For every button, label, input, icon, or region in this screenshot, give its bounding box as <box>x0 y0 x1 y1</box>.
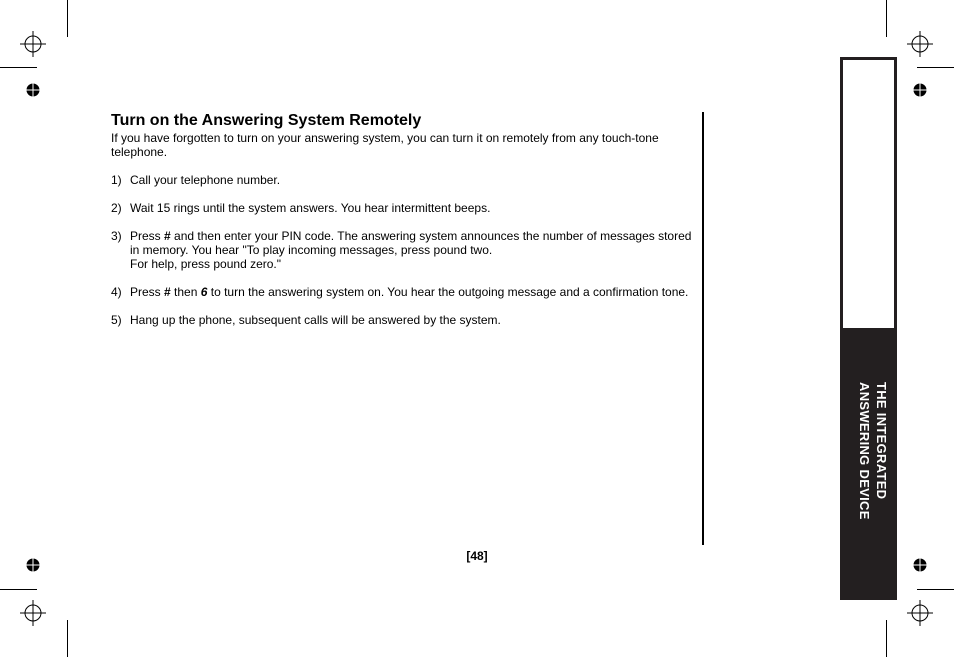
chapter-tab-label <box>848 382 890 534</box>
step-text: Call your telephone number. <box>130 173 281 187</box>
step-text-part: to turn the answering system on. You hear the outgoing message and a confirmation tone. <box>207 285 689 299</box>
registration-mark-icon <box>907 600 933 626</box>
crop-mark <box>917 589 954 590</box>
crop-mark <box>0 67 37 68</box>
step-text <box>130 285 701 299</box>
step-item <box>111 313 701 327</box>
step-item <box>111 173 701 187</box>
step-number: 5) <box>111 313 122 327</box>
crop-mark <box>886 620 887 657</box>
crop-mark <box>0 589 37 590</box>
step-text-part: Press <box>130 285 165 299</box>
step-item <box>111 285 701 299</box>
step-number: 1) <box>111 173 122 187</box>
chapter-tab-label-line2: ANSWERING DEVICE <box>857 382 872 520</box>
step-text-part: Press <box>130 229 165 243</box>
key-pound: # <box>164 285 171 299</box>
step-text <box>130 229 701 271</box>
registration-mark-icon <box>20 31 46 57</box>
chapter-tab-blank-area <box>843 60 894 328</box>
step-number: 2) <box>111 201 122 215</box>
crop-mark <box>917 67 954 68</box>
registration-dot-icon <box>26 83 40 97</box>
step-text-part: For help, press pound zero." <box>130 257 282 271</box>
main-content <box>111 112 701 341</box>
step-text: Hang up the phone, subsequent calls will be answered by the system. <box>130 313 501 327</box>
step-number: 4) <box>111 285 122 299</box>
step-item <box>111 229 701 271</box>
column-divider <box>702 112 704 545</box>
key-pound: # <box>164 229 171 243</box>
section-title: Turn on the Answering System Remotely <box>111 112 422 129</box>
page-number: [48] <box>466 549 488 563</box>
registration-mark-icon <box>907 31 933 57</box>
registration-mark-icon <box>20 600 46 626</box>
step-text-part: then <box>170 285 201 299</box>
step-text: Wait 15 rings until the system answers. You hear intermittent beeps. <box>130 201 491 215</box>
crop-mark <box>886 0 887 37</box>
intro-paragraph: If you have forgotten to turn on your answering system, you can turn it on remotely from any touch-tone telephone. <box>111 131 659 159</box>
step-item <box>111 201 701 215</box>
key-six: 6 <box>200 285 208 299</box>
step-number: 3) <box>111 229 122 243</box>
crop-mark <box>67 0 68 37</box>
crop-mark <box>67 620 68 657</box>
chapter-tab-label-line1: THE INTEGRATED <box>874 382 889 500</box>
steps-list <box>111 173 701 327</box>
step-text-part: and then enter your PIN code. The answering system announces the number of messages stored in memory. You hear "To play incoming messages, press pound two. <box>130 229 692 257</box>
registration-dot-icon <box>913 83 927 97</box>
